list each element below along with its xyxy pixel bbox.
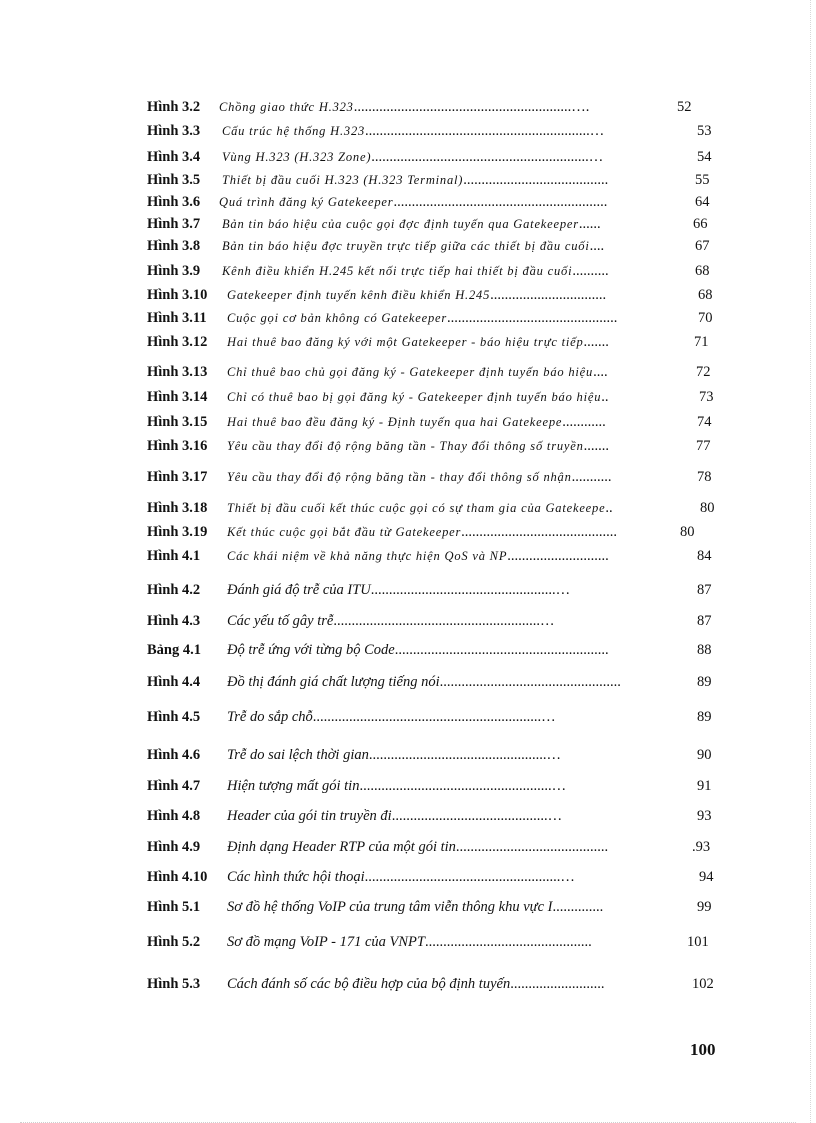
toc-entry-label: Hình 3.13: [147, 364, 208, 380]
toc-entry-title: Vùng H.323 (H.323 Zone): [222, 150, 372, 164]
toc-entry-label: Hình 4.2: [147, 582, 201, 598]
toc-entry-title: Chồng giao thức H.323: [219, 100, 354, 114]
toc-entry-leader: ...........................................…: [391, 808, 563, 824]
toc-entry-page: 88: [697, 642, 712, 658]
toc-entry-label: Hình 3.19: [147, 524, 208, 540]
toc-entry-page: 93: [697, 808, 712, 824]
toc-entry-leader: ...........: [571, 469, 612, 485]
toc-entry-title: Bản tin báo hiệu của cuộc gọi đợc định tuyến qua Gatekeeper: [222, 217, 579, 231]
page-number: 100: [690, 1040, 716, 1059]
toc-entry: [147, 193, 607, 211]
toc-entry-leader: ......................................................…: [364, 869, 575, 885]
toc-entry: [147, 777, 566, 795]
toc-entry: [147, 868, 575, 886]
toc-entry-page: 87: [697, 613, 712, 629]
toc-entry-title: Hiện tượng mất gói tin: [227, 778, 360, 794]
toc-entry-page: 53: [697, 123, 712, 139]
toc-entry-page: 94: [699, 869, 714, 885]
toc-entry-title: Trễ do sắp chỗ: [227, 709, 313, 725]
toc-entry-page: 67: [695, 238, 710, 254]
toc-entry-leader: ............................: [507, 548, 609, 564]
toc-entry-leader: ........................................: [463, 172, 609, 188]
toc-entry-page: 101: [687, 934, 709, 950]
toc-entry: [147, 148, 603, 166]
toc-entry-page: 84: [697, 548, 712, 564]
toc-entry: [147, 612, 554, 630]
toc-entry-page: 52: [677, 99, 692, 115]
toc-entry-leader: ............................................................…: [371, 149, 604, 165]
toc-entry: [147, 838, 608, 856]
toc-entry-page: 89: [697, 674, 712, 690]
toc-entry-title: Đánh giá độ trễ của ITU: [227, 582, 371, 598]
toc-entry-leader: ............................................................….: [353, 99, 590, 115]
toc-entry-page: 68: [695, 263, 710, 279]
toc-entry-label: Hình 5.1: [147, 899, 201, 915]
toc-entry: [147, 898, 603, 916]
toc-entry-label: Hình 3.10: [147, 287, 208, 303]
margin-divider: [810, 0, 811, 1123]
toc-entry-leader: ................................: [490, 287, 607, 303]
toc-entry-page: 90: [697, 747, 712, 763]
toc-entry-leader: ...........................................: [461, 524, 618, 540]
toc-entry-label: Hình 4.1: [147, 548, 201, 564]
toc-entry-page: 66: [693, 216, 708, 232]
toc-entry-leader: ...............................................................…: [312, 709, 556, 725]
toc-entry: [147, 237, 604, 255]
toc-entry-label: Hình 4.4: [147, 674, 201, 690]
toc-entry-page: 77: [696, 438, 711, 454]
toc-entry-title: Độ trễ ứng với từng bộ Code: [227, 642, 395, 658]
toc-entry-title: Trễ do sai lệch thời gian: [227, 747, 369, 763]
toc-entry-label: Hình 3.12: [147, 334, 208, 350]
toc-entry-label: Hình 4.5: [147, 709, 201, 725]
toc-entry-title: Cuộc gọi cơ bản không có Gatekeeper: [227, 311, 448, 325]
toc-entry: [147, 388, 609, 406]
toc-entry-label: Hình 5.3: [147, 976, 201, 992]
toc-entry-page: 80: [680, 524, 695, 540]
toc-entry: [147, 581, 570, 599]
toc-entry-title: Định dạng Header RTP của một gói tin: [227, 839, 456, 855]
toc-entry-page: .93: [692, 839, 711, 855]
toc-entry-label: Hình 3.4: [147, 149, 201, 165]
toc-entry: [147, 523, 617, 541]
toc-entry-leader: ...................................................…: [370, 582, 571, 598]
toc-entry: [147, 708, 556, 726]
toc-entry-label: Hình 3.11: [147, 310, 207, 326]
toc-entry-leader: ..: [605, 500, 613, 516]
toc-entry-title: Quá trình đăng ký Gatekeeper: [219, 195, 394, 209]
toc-entry: [147, 262, 609, 280]
toc-entry-title: Chỉ thuê bao chủ gọi đăng ký - Gatekeeper định tuyến báo hiệu: [227, 365, 594, 379]
toc-entry-title: Yêu cầu thay đổi độ rộng băng tần - Thay đổi thông số truyền: [227, 439, 584, 453]
toc-entry-label: Hình 3.6: [147, 194, 201, 210]
toc-entry-page: 89: [697, 709, 712, 725]
toc-entry: [147, 437, 609, 455]
toc-entry-leader: .................................................…: [368, 747, 561, 763]
toc-entry-leader: ..............................................................…: [365, 123, 605, 139]
toc-entry-title: Bản tin báo hiệu đợc truyền trực tiếp giữa các thiết bị đầu cuối: [222, 239, 590, 253]
toc-entry-leader: .....................................................…: [359, 778, 567, 794]
toc-entry-label: Bảng 4.1: [147, 642, 201, 658]
toc-entry-leader: .......: [583, 438, 610, 454]
toc-entry-page: 102: [692, 976, 714, 992]
toc-entry-title: Đồ thị đánh giá chất lượng tiếng nói: [227, 674, 440, 690]
toc-entry-title: Cách đánh số các bộ điều hợp của bộ định tuyến: [227, 976, 511, 992]
toc-entry-page: 70: [698, 310, 713, 326]
toc-entry-title: Cấu trúc hệ thống H.323: [222, 124, 366, 138]
toc-entry-page: 54: [697, 149, 712, 165]
toc-entry-leader: ..........................................: [455, 839, 609, 855]
toc-entry-page: 55: [695, 172, 710, 188]
toc-entry-title: Kết thúc cuộc gọi bắt đầu từ Gatekeeper: [227, 525, 462, 539]
toc-entry-label: Hình 3.2: [147, 99, 201, 115]
toc-entry-label: Hình 3.17: [147, 469, 208, 485]
toc-entry-leader: ..............................................: [424, 934, 592, 950]
toc-entry-leader: ....: [593, 364, 608, 380]
toc-entry: [147, 499, 613, 517]
toc-entry-leader: ..............: [552, 899, 604, 915]
toc-entry-label: Hình 4.9: [147, 839, 201, 855]
toc-entry: [147, 641, 609, 659]
toc-entry-page: 68: [698, 287, 713, 303]
toc-entry-label: Hình 4.10: [147, 869, 208, 885]
toc-entry: [147, 975, 604, 993]
toc-entry-leader: ..: [601, 389, 609, 405]
toc-entry-title: Gatekeeper định tuyến kênh điều khiển H.245: [227, 288, 491, 302]
toc-entry-page: 74: [697, 414, 712, 430]
toc-entry-leader: ..........: [572, 263, 609, 279]
toc-entry-leader: ...........................................................: [393, 194, 608, 210]
toc-entry: [147, 673, 621, 691]
toc-entry-label: Hình 3.7: [147, 216, 201, 232]
toc-entry: [147, 468, 612, 486]
toc-entry-leader: ..........................: [510, 976, 605, 992]
toc-entry-label: Hình 3.3: [147, 123, 201, 139]
toc-entry: [147, 807, 562, 825]
toc-entry-page: 91: [697, 778, 712, 794]
toc-entry-title: Các yếu tố gây trễ: [227, 613, 334, 629]
toc-entry: [147, 413, 606, 431]
toc-entry-label: Hình 3.15: [147, 414, 208, 430]
toc-entry-title: Các khái niệm về khả năng thực hiện QoS và NP: [227, 549, 508, 563]
toc-entry-title: Sơ đồ mạng VoIP - 171 của VNPT: [227, 934, 425, 950]
toc-entry-title: Sơ đồ hệ thống VoIP của trung tâm viễn thông khu vực I: [227, 899, 553, 915]
toc-entry-leader: ....: [589, 238, 605, 254]
toc-entry: [147, 547, 609, 565]
toc-entry-label: Hình 3.8: [147, 238, 201, 254]
toc-entry-title: Thiết bị đầu cuối H.323 (H.323 Terminal): [222, 173, 464, 187]
toc-entry-label: Hình 4.3: [147, 613, 201, 629]
toc-entry-page: 64: [695, 194, 710, 210]
toc-entry-title: Hai thuê bao đều đăng ký - Định tuyến qua hai Gatekeepe: [227, 415, 563, 429]
toc-entry-leader: ..................................................: [439, 674, 621, 690]
toc-entry-page: 99: [697, 899, 712, 915]
toc-entry-page: 73: [699, 389, 714, 405]
toc-entry-page: 78: [697, 469, 712, 485]
toc-entry-title: Thiết bị đầu cuối kết thúc cuộc gọi có sự tham gia của Gatekeepe: [227, 501, 606, 515]
toc-entry: [147, 122, 604, 140]
toc-entry-label: Hình 3.9: [147, 263, 201, 279]
toc-entry: [147, 98, 589, 116]
toc-entry-label: Hình 3.18: [147, 500, 208, 516]
toc-entry-label: Hình 4.8: [147, 808, 201, 824]
toc-entry-leader: ......: [578, 216, 601, 232]
toc-entry: [147, 215, 601, 233]
toc-entry-page: 72: [696, 364, 711, 380]
toc-entry: [147, 286, 606, 304]
toc-entry-leader: ...............................................: [447, 310, 618, 326]
toc-entry-label: Hình 3.5: [147, 172, 201, 188]
toc-entry-label: Hình 4.7: [147, 778, 201, 794]
toc-entry-leader: .......: [583, 334, 609, 350]
toc-entry-title: Hai thuê bao đăng ký với một Gatekeeper - báo hiệu trực tiếp: [227, 335, 584, 349]
toc-entry-label: Hình 4.6: [147, 747, 201, 763]
toc-entry: [147, 363, 608, 381]
toc-entry: [147, 933, 592, 951]
toc-entry-title: Yêu cầu thay đổi độ rộng băng tần - thay đổi thông số nhận: [227, 470, 572, 484]
toc-entry: [147, 309, 617, 327]
toc-entry: [147, 746, 561, 764]
toc-entry-title: Chỉ có thuê bao bị gọi đăng ký - Gatekeeper định tuyến báo hiệu: [227, 390, 602, 404]
toc-entry-title: Header của gói tin truyền đi: [227, 808, 392, 824]
toc-entry-page: 71: [694, 334, 709, 350]
toc-entry-title: Kênh điều khiển H.245 kết nối trực tiếp hai thiết bị đầu cuối: [222, 264, 573, 278]
toc-entry-title: Các hình thức hội thoại: [227, 869, 365, 885]
toc-entry-label: Hình 5.2: [147, 934, 201, 950]
toc-entry-leader: ............: [562, 414, 606, 430]
toc-entry: [147, 171, 608, 189]
toc-entry-page: 87: [697, 582, 712, 598]
toc-entry-label: Hình 3.16: [147, 438, 208, 454]
toc-entry-label: Hình 3.14: [147, 389, 208, 405]
toc-entry-page: 80: [700, 500, 715, 516]
toc-entry-leader: .........................................................…: [333, 613, 555, 629]
toc-entry: [147, 333, 609, 351]
toc-entry-leader: ...........................................................: [394, 642, 609, 658]
